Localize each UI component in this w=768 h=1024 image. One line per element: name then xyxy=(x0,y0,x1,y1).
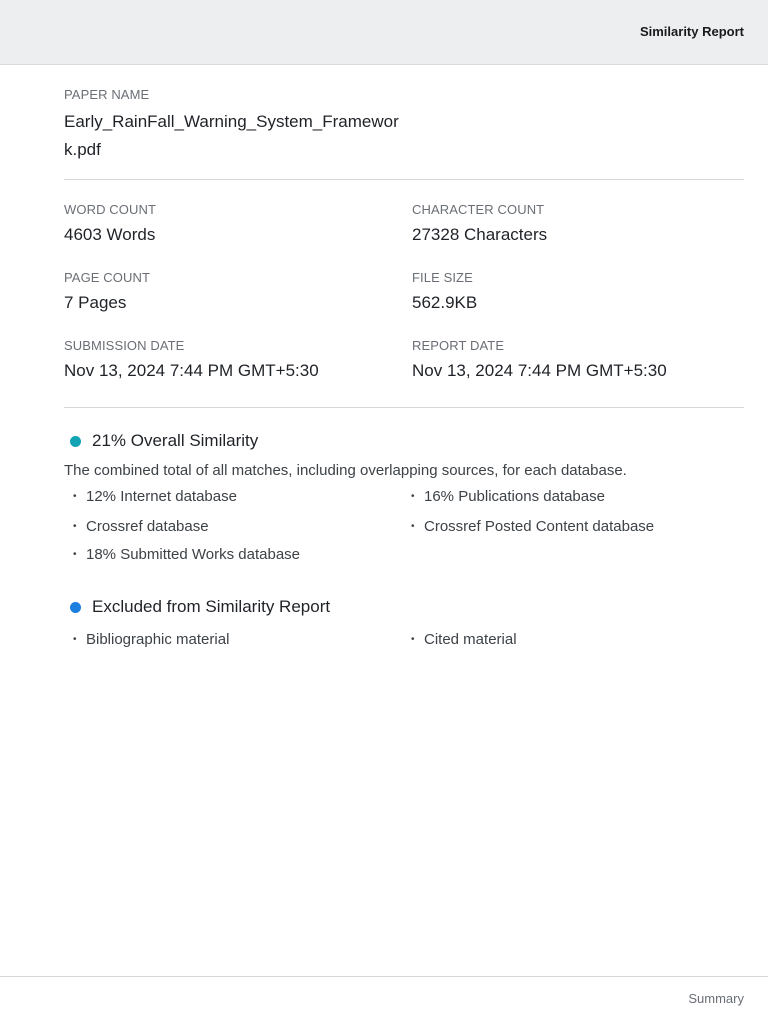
footer-divider xyxy=(0,976,768,977)
similarity-item-label: 12% Internet database xyxy=(86,488,237,505)
paper-name-value: Early_RainFall_Warning_System_Framework.pdf xyxy=(64,112,399,159)
file-size-block xyxy=(412,270,742,313)
submission-date-label: SUBMISSION DATE xyxy=(64,338,185,353)
report-header xyxy=(0,0,768,65)
similarity-item xyxy=(64,488,237,505)
bullet-icon: • xyxy=(73,549,77,560)
page-count-block xyxy=(64,270,394,313)
footer-summary-label: Summary xyxy=(688,991,744,1006)
excluded-item xyxy=(402,631,517,648)
report-title: Similarity Report xyxy=(639,24,744,39)
similarity-description: The combined total of all matches, including overlapping sources, for each database. xyxy=(64,462,627,479)
similarity-item-label: Crossref Posted Content database xyxy=(424,518,655,535)
divider xyxy=(64,179,744,180)
character-count-label: CHARACTER COUNT xyxy=(412,202,545,217)
bullet-icon: • xyxy=(411,491,415,502)
character-count-value: 27328 Characters xyxy=(412,225,548,244)
word-count-block xyxy=(64,202,394,245)
similarity-item xyxy=(402,488,605,505)
bullet-icon: • xyxy=(73,521,77,532)
divider xyxy=(64,407,744,408)
word-count-value: 4603 Words xyxy=(64,225,156,244)
overall-similarity-heading xyxy=(70,431,258,451)
page-count-value: 7 Pages xyxy=(64,293,127,312)
bullet-icon: • xyxy=(73,491,77,502)
file-size-value: 562.9KB xyxy=(412,293,478,312)
file-size-label: FILE SIZE xyxy=(412,270,473,285)
similarity-item xyxy=(64,518,209,535)
similarity-status-dot-icon xyxy=(70,436,81,447)
similarity-item-label: 16% Publications database xyxy=(424,488,605,505)
report-date-block xyxy=(412,338,742,381)
word-count-label: WORD COUNT xyxy=(64,202,156,217)
paper-name-block xyxy=(64,87,404,164)
bullet-icon: • xyxy=(411,634,415,645)
bullet-icon: • xyxy=(411,521,415,532)
excluded-heading xyxy=(70,597,330,617)
excluded-item-label: Cited material xyxy=(424,631,517,648)
excluded-item xyxy=(64,631,229,648)
similarity-item xyxy=(402,518,654,535)
excluded-status-dot-icon xyxy=(70,602,81,613)
paper-name-label: PAPER NAME xyxy=(64,87,150,102)
page-count-label: PAGE COUNT xyxy=(64,270,150,285)
submission-date-block xyxy=(64,338,394,381)
similarity-item xyxy=(64,546,300,563)
submission-date-value: Nov 13, 2024 7:44 PM GMT+5:30 xyxy=(64,361,319,380)
excluded-title: Excluded from Similarity Report xyxy=(92,597,331,616)
report-date-label: REPORT DATE xyxy=(412,338,505,353)
similarity-item-label: Crossref database xyxy=(86,518,209,535)
excluded-item-label: Bibliographic material xyxy=(86,631,230,648)
overall-similarity-title: 21% Overall Similarity xyxy=(92,431,259,450)
report-date-value: Nov 13, 2024 7:44 PM GMT+5:30 xyxy=(412,361,667,380)
bullet-icon: • xyxy=(73,634,77,645)
similarity-item-label: 18% Submitted Works database xyxy=(86,546,301,563)
character-count-block xyxy=(412,202,742,245)
